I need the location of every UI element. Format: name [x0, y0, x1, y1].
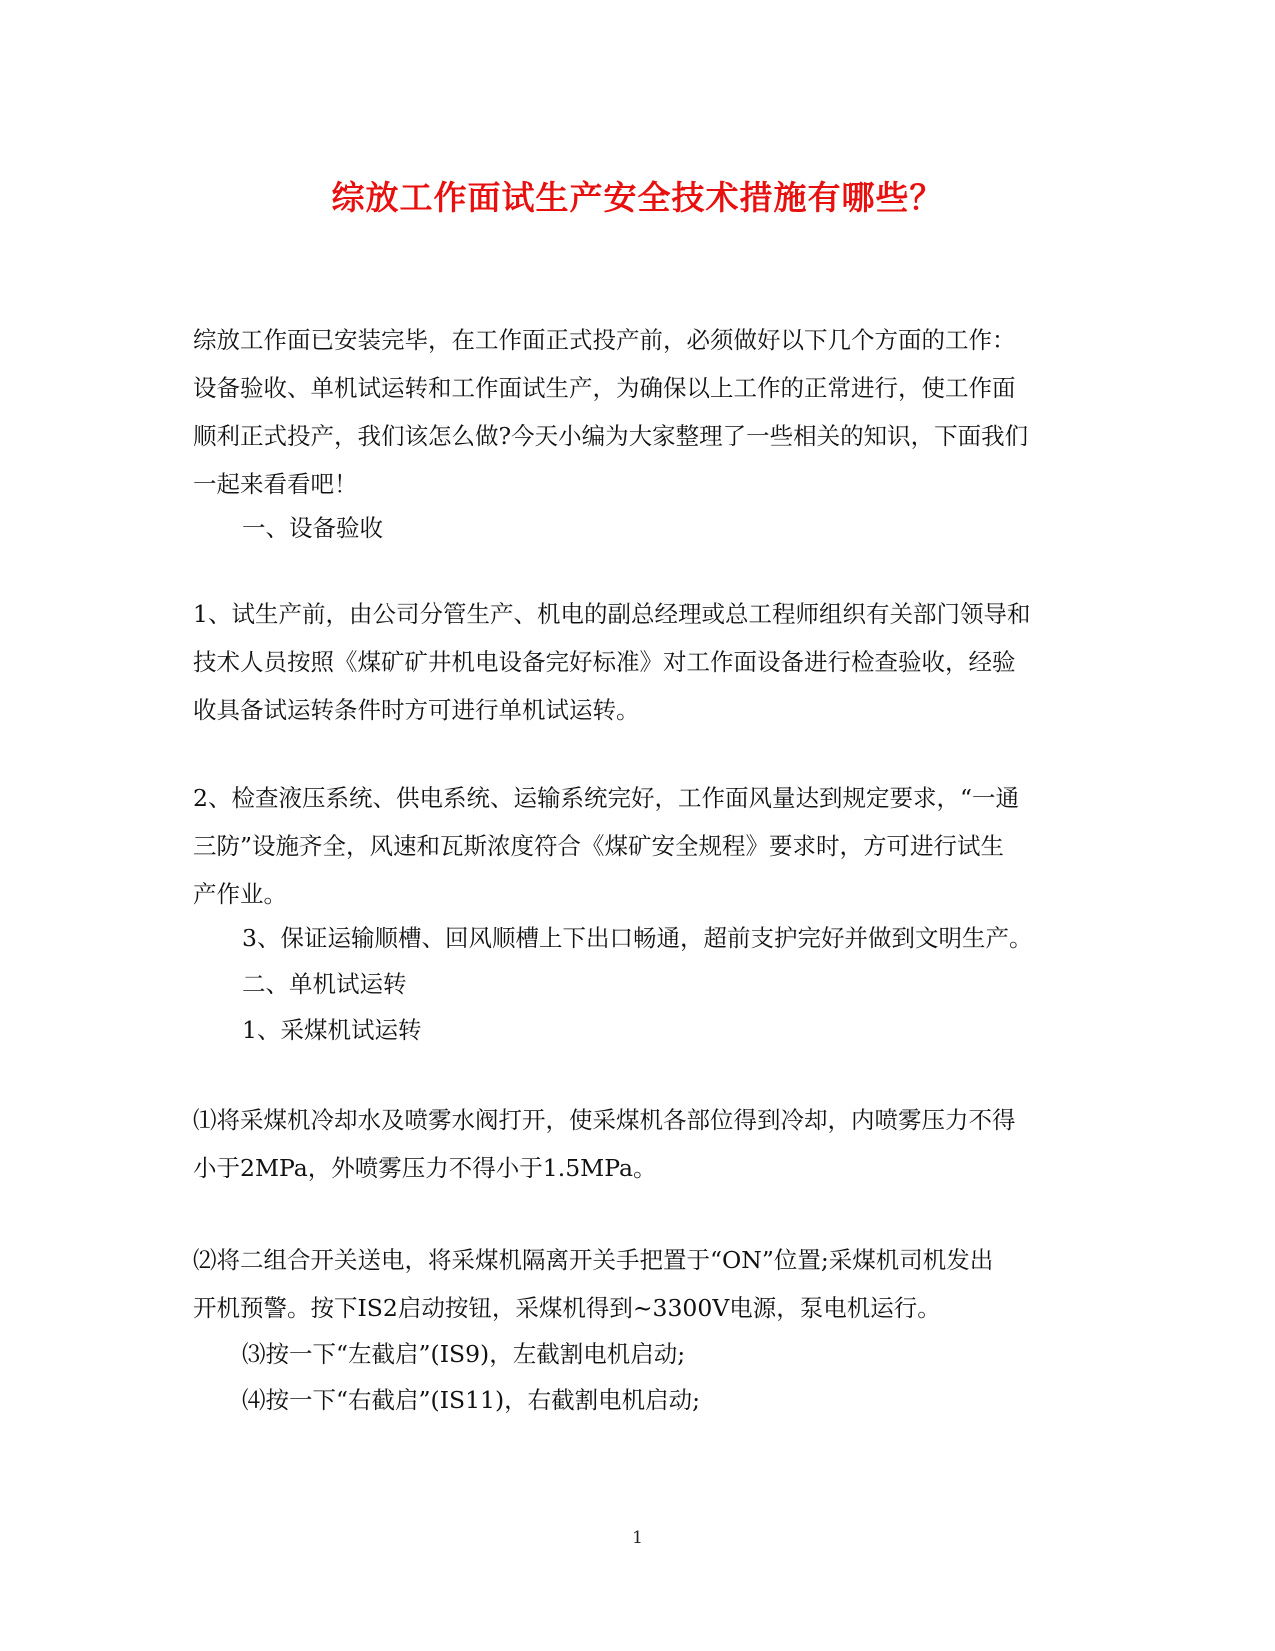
step-1-paragraph: [193, 1096, 1083, 1192]
item-2-paragraph: [193, 774, 1083, 918]
text-line: 一起来看看吧！: [193, 470, 358, 498]
intro-paragraph: [193, 316, 1083, 508]
text-line: 综放工作面已安装完毕，在工作面正式投产前，必须做好以下几个方面的工作：: [193, 326, 1016, 354]
document-title: 综放工作面试生产安全技术措施有哪些？: [331, 178, 944, 217]
section-heading: 二、单机试运转: [242, 970, 407, 998]
text-line: 收具备试运转条件时方可进行单机试运转。: [193, 696, 640, 724]
step-3-paragraph: ⑶按一下“左截启”(IS9)，左截割电机启动;: [242, 1340, 686, 1368]
text-line: 设备验收、单机试运转和工作面试生产，为确保以上工作的正常进行，使工作面: [193, 374, 1016, 402]
text-line: 技术人员按照《煤矿矿井机电设备完好标准》对工作面设备进行检查验收，经验: [193, 648, 1016, 676]
text-line: 产作业。: [193, 880, 287, 908]
text-line: 小于2MPa，外喷雾压力不得小于1.5MPa。: [193, 1154, 657, 1182]
text-line: 2、检查液压系统、供电系统、运输系统完好，工作面风量达到规定要求，“一通: [193, 784, 1019, 812]
text-line: 开机预警。按下IS2启动按钮，采煤机得到~3300V电源，泵电机运行。: [193, 1294, 941, 1322]
text-line: ⑴将采煤机冷却水及喷雾水阀打开，使采煤机各部位得到冷却，内喷雾压力不得: [193, 1106, 1016, 1134]
section-heading: 一、设备验收: [242, 514, 383, 542]
page-number: 1: [632, 1528, 643, 1548]
text-line: 三防”设施齐全，风速和瓦斯浓度符合《煤矿安全规程》要求时，方可进行试生: [193, 832, 1005, 860]
text-line: ⑵将二组合开关送电，将采煤机隔离开关手把置于“ON”位置;采煤机司机发出: [193, 1246, 994, 1274]
step-4-paragraph: ⑷按一下“右截启”(IS11)，右截割电机启动;: [242, 1386, 701, 1414]
step-2-paragraph: [193, 1236, 1083, 1332]
text-line: 1、试生产前，由公司分管生产、机电的副总经理或总工程师组织有关部门领导和: [193, 600, 1031, 628]
text-line: 顺利正式投产，我们该怎么做?今天小编为大家整理了一些相关的知识，下面我们: [193, 422, 1029, 450]
item-1-paragraph: [193, 590, 1083, 734]
subsection-heading: 1、采煤机试运转: [242, 1016, 422, 1044]
item-3-paragraph: 3、保证运输顺槽、回风顺槽上下出口畅通，超前支护完好并做到文明生产。: [242, 924, 1033, 952]
